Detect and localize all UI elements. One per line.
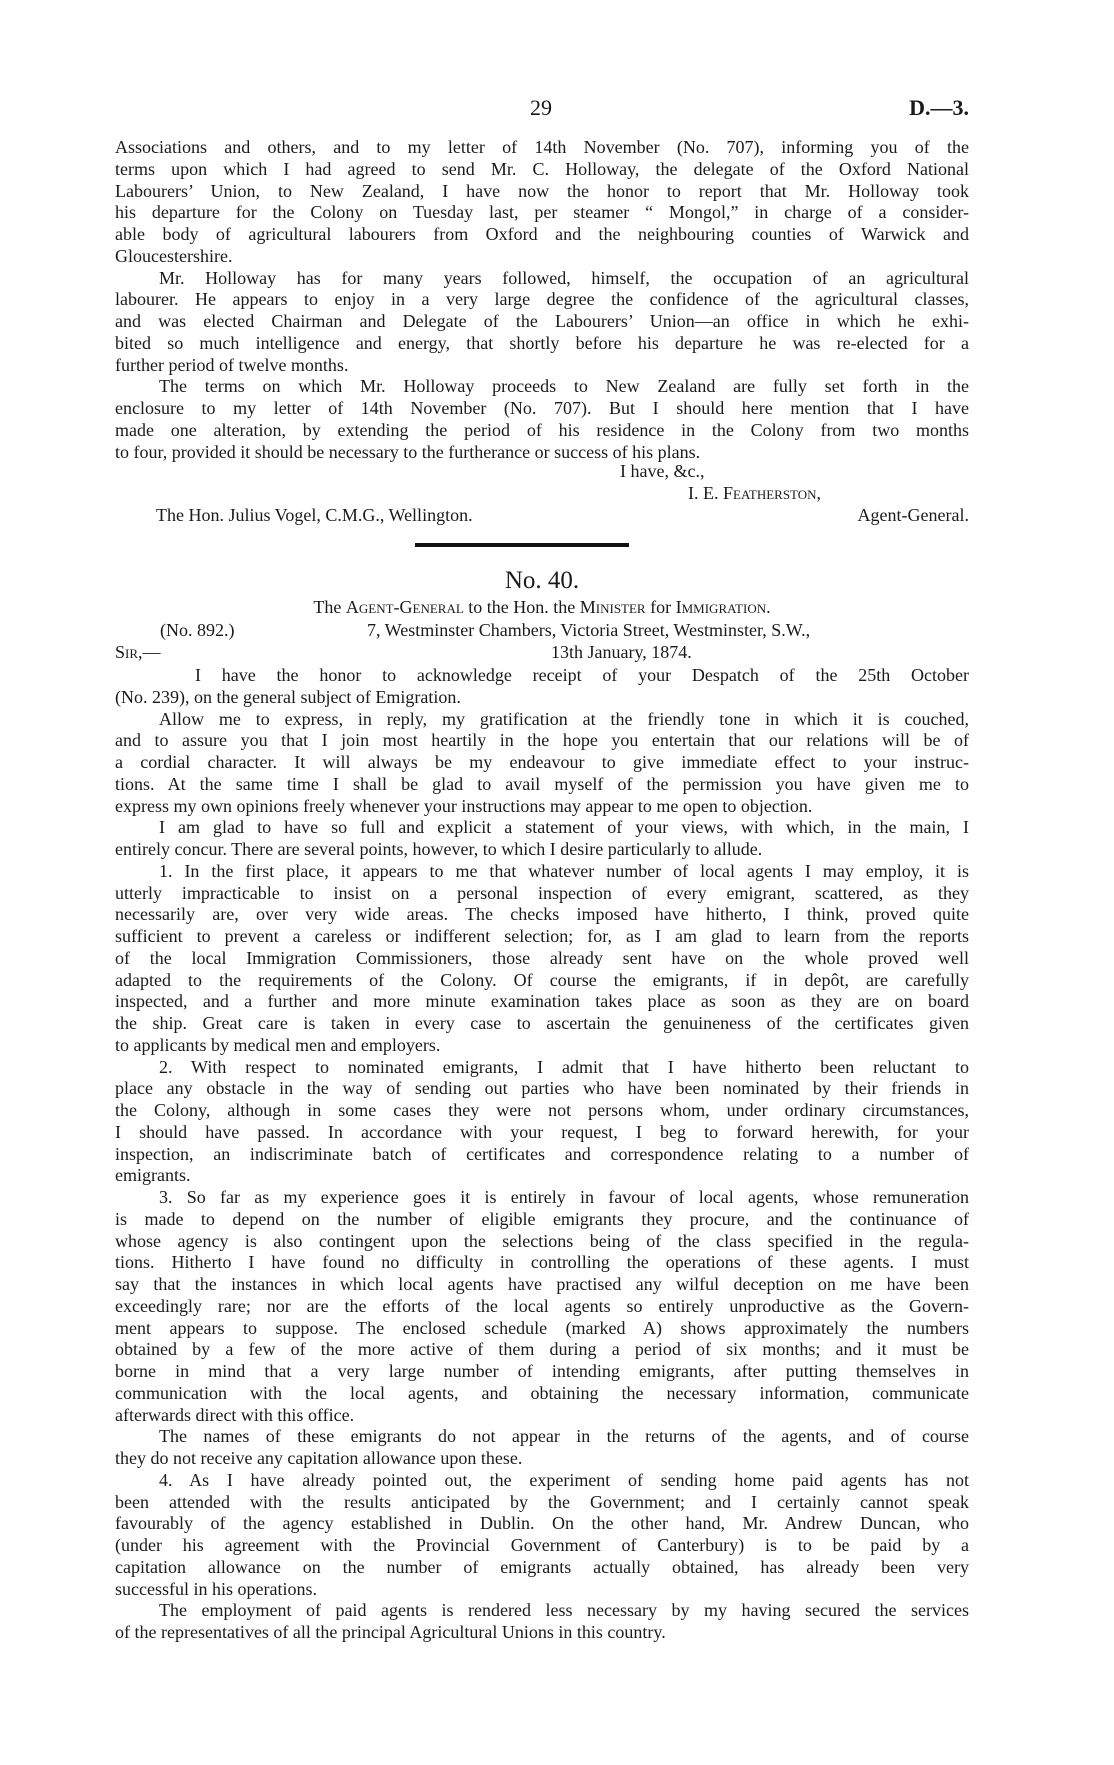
signatory-title: Agent-General. — [857, 505, 969, 525]
text-line: terms upon which I had agreed to send Mr. C. Holloway, the delegate of the Oxford National — [115, 158, 969, 179]
section-divider — [415, 543, 629, 547]
heading-text: The — [313, 597, 346, 617]
text-line: of the representatives of all the principal Agricultural Unions in this country. — [115, 1622, 666, 1642]
text-line: I am glad to have so full and explicit a statement of your views, with which, in the main, I — [159, 817, 969, 838]
text-line: favourably of the agency established in Dublin. On the other hand, Mr. Andrew Duncan, who — [115, 1513, 969, 1534]
text-line: inspection, an indiscriminate batch of certificates and correspondence relating to a number of — [115, 1143, 969, 1164]
text-line: 4. As I have already pointed out, the experiment of sending home paid agents has not — [159, 1469, 969, 1490]
text-line: the ship. Great care is taken in every case to ascertain the genuineness of the certificates given — [115, 1013, 969, 1033]
text-line: utterly impracticable to insist on a personal inspection of every emigrant, scattered, as they — [115, 882, 969, 903]
text-line: borne in mind that a very large number of intending emigrants, after putting themselves in — [115, 1361, 969, 1381]
text-line: made one alteration, by extending the period of his residence in the Colony from two months — [115, 419, 969, 440]
addressee: The Hon. Julius Vogel, C.M.G., Wellington. — [156, 505, 473, 525]
paragraph — [115, 137, 969, 268]
text-line: 3. So far as my experience goes it is entirely in favour of local agents, whose remuneration — [159, 1187, 969, 1207]
heading-immigration: Immigration — [675, 597, 767, 617]
text-line: a cordial character. It will always be my endeavour to give immediate effect to your instruc- — [115, 752, 969, 772]
page-number: 29 — [530, 95, 552, 120]
text-line: I should have passed. In accordance with your request, I beg to forward herewith, for your — [115, 1121, 969, 1142]
text-line: tions. At the same time I shall be glad to avail myself of the permission you have given me to — [115, 773, 969, 794]
text-line: afterwards direct with this office. — [115, 1404, 355, 1425]
text-line: they do not receive any capitation allowance upon these. — [115, 1448, 523, 1468]
sender-address: 7, Westminster Chambers, Victoria Street, Westminster, S.W., — [367, 620, 811, 640]
text-line: The names of these emigrants do not appear in the returns of the agents, and of course — [159, 1426, 969, 1447]
paragraph — [115, 1057, 969, 1188]
text-line: ment appears to suppose. The enclosed schedule (marked A) shows approximately the numbers — [115, 1317, 969, 1338]
text-line: further period of twelve months. — [115, 354, 349, 375]
heading-text: to the Hon. the — [463, 597, 580, 617]
text-line: labourer. He appears to enjoy in a very large degree the confidence of the agricultural classes, — [115, 289, 969, 310]
text-line: enclosure to my letter of 14th November (No. 707). But I should here mention that I have — [115, 398, 969, 418]
paragraph — [115, 1470, 969, 1601]
heading-text: . — [766, 597, 771, 617]
text-line: and was elected Chairman and Delegate of the Labourers’ Union—an office in which he exhi- — [115, 311, 969, 331]
text-line: entirely concur. There are several points, however, to which I desire particularly to allude. — [115, 839, 763, 859]
paragraph — [115, 817, 969, 861]
text-line: to four, provided it should be necessary to the furtherance or success of his plans. — [115, 441, 701, 462]
text-line: bited so much intelligence and energy, that shortly before his departure he was re-elected for a — [115, 332, 969, 353]
heading-minister: Minister — [579, 597, 646, 617]
text-line: the Colony, although in some cases they were not persons whom, under ordinary circumstances, — [115, 1100, 969, 1120]
text-line: is made to depend on the number of eligible emigrants they procure, and the continuance of — [115, 1208, 969, 1229]
text-line: 2. With respect to nominated emigrants, I admit that I have hitherto been reluctant to — [159, 1056, 969, 1077]
heading-text: for — [645, 597, 676, 617]
text-line: sufficient to prevent a careless or indifferent selection; for, as I am glad to learn from the reports — [115, 926, 969, 946]
text-line: The terms on which Mr. Holloway proceeds to New Zealand are fully set forth in the — [159, 376, 969, 397]
text-line: tions. Hitherto I have found no difficulty in controlling the operations of these agents. I must — [115, 1252, 969, 1273]
paragraph — [115, 709, 969, 818]
text-line: Labourers’ Union, to New Zealand, I have now the honor to report that Mr. Holloway took — [115, 180, 969, 201]
salutation: Sir,— — [115, 642, 161, 662]
paragraph — [115, 376, 969, 463]
paragraph — [115, 268, 969, 377]
text-line: I have the honor to acknowledge receipt of your Despatch of the 25th October — [195, 665, 969, 685]
letter-heading — [0, 597, 1084, 618]
text-line: Gloucestershire. — [115, 245, 233, 266]
text-line: express my own opinions freely whenever your instructions may appear to me open to objection. — [115, 795, 813, 816]
signatory: I. E. Featherston, — [688, 483, 822, 503]
text-line: successful in his operations. — [115, 1578, 317, 1599]
text-line: say that the instances in which local agents have practised any wilful deception on me have been — [115, 1274, 969, 1294]
text-line: place any obstacle in the way of sending out parties who have been nominated by their friends in — [115, 1078, 969, 1099]
paragraph — [115, 861, 969, 1057]
text-line: Allow me to express, in reply, my gratification at the friendly tone in which it is couched, — [159, 708, 969, 729]
text-line: 1. In the first place, it appears to me that whatever number of local agents I may employ, it is — [159, 860, 969, 881]
text-line: his departure for the Colony on Tuesday last, per steamer “ Mongol,” in charge of a consider- — [115, 202, 969, 223]
text-line: whose agency is also contingent upon the selections being of the class specified in the regula- — [115, 1230, 969, 1251]
text-line: communication with the local agents, and obtaining the necessary information, communicate — [115, 1382, 969, 1403]
letter-date: 13th January, 1874. — [551, 642, 692, 662]
text-line: (under his agreement with the Provincial Government of Canterbury) is to be paid by a — [115, 1535, 969, 1555]
letter1-body — [115, 137, 969, 463]
text-line: obtained by a few of the more active of them during a period of six months; and it must be — [115, 1339, 969, 1360]
text-line: able body of agricultural labourers from Oxford and the neighbouring counties of Warwick and — [115, 224, 969, 244]
paragraph — [115, 1426, 969, 1470]
text-line: Mr. Holloway has for many years followed, himself, the occupation of an agricultural — [159, 267, 969, 288]
text-line: exceedingly rare; nor are the efforts of the local agents so entirely unproductive as the Govern- — [115, 1295, 969, 1316]
text-line: and to assure you that I join most heartily in the hope you entertain that our relations will be of — [115, 730, 969, 751]
paragraph — [115, 1187, 969, 1426]
document-reference: D.—3. — [909, 95, 969, 120]
text-line: to applicants by medical men and employers. — [115, 1034, 441, 1055]
text-line: emigrants. — [115, 1165, 191, 1186]
heading-agent-general: Agent-General — [345, 597, 464, 617]
text-line: of the local Immigration Commissioners, those already sent have on the whole proved well — [115, 947, 969, 968]
text-line: (No. 239), on the general subject of Emigration. — [115, 686, 461, 707]
text-line: been attended with the results anticipated by the Government; and I certainly cannot speak — [115, 1491, 969, 1512]
reference-number: (No. 892.) — [160, 620, 235, 640]
letter2-body — [115, 665, 969, 1644]
text-line: adapted to the requirements of the Colony. Of course the emigrants, if in depôt, are carefully — [115, 969, 969, 990]
text-line: inspected, and a further and more minute examination takes place as soon as they are on board — [115, 991, 969, 1012]
closing: I have, &c., — [620, 461, 705, 481]
text-line: capitation allowance on the number of emigrants actually obtained, has already been very — [115, 1556, 969, 1577]
letter-number: No. 40. — [504, 567, 580, 594]
paragraph — [115, 1600, 969, 1644]
text-line: necessarily are, over very wide areas. The checks imposed have hitherto, I think, proved quite — [115, 904, 969, 925]
text-line: The employment of paid agents is rendered less necessary by my having secured the services — [159, 1600, 969, 1621]
paragraph — [115, 665, 969, 709]
text-line: Associations and others, and to my letter of 14th November (No. 707), informing you of the — [115, 137, 969, 157]
